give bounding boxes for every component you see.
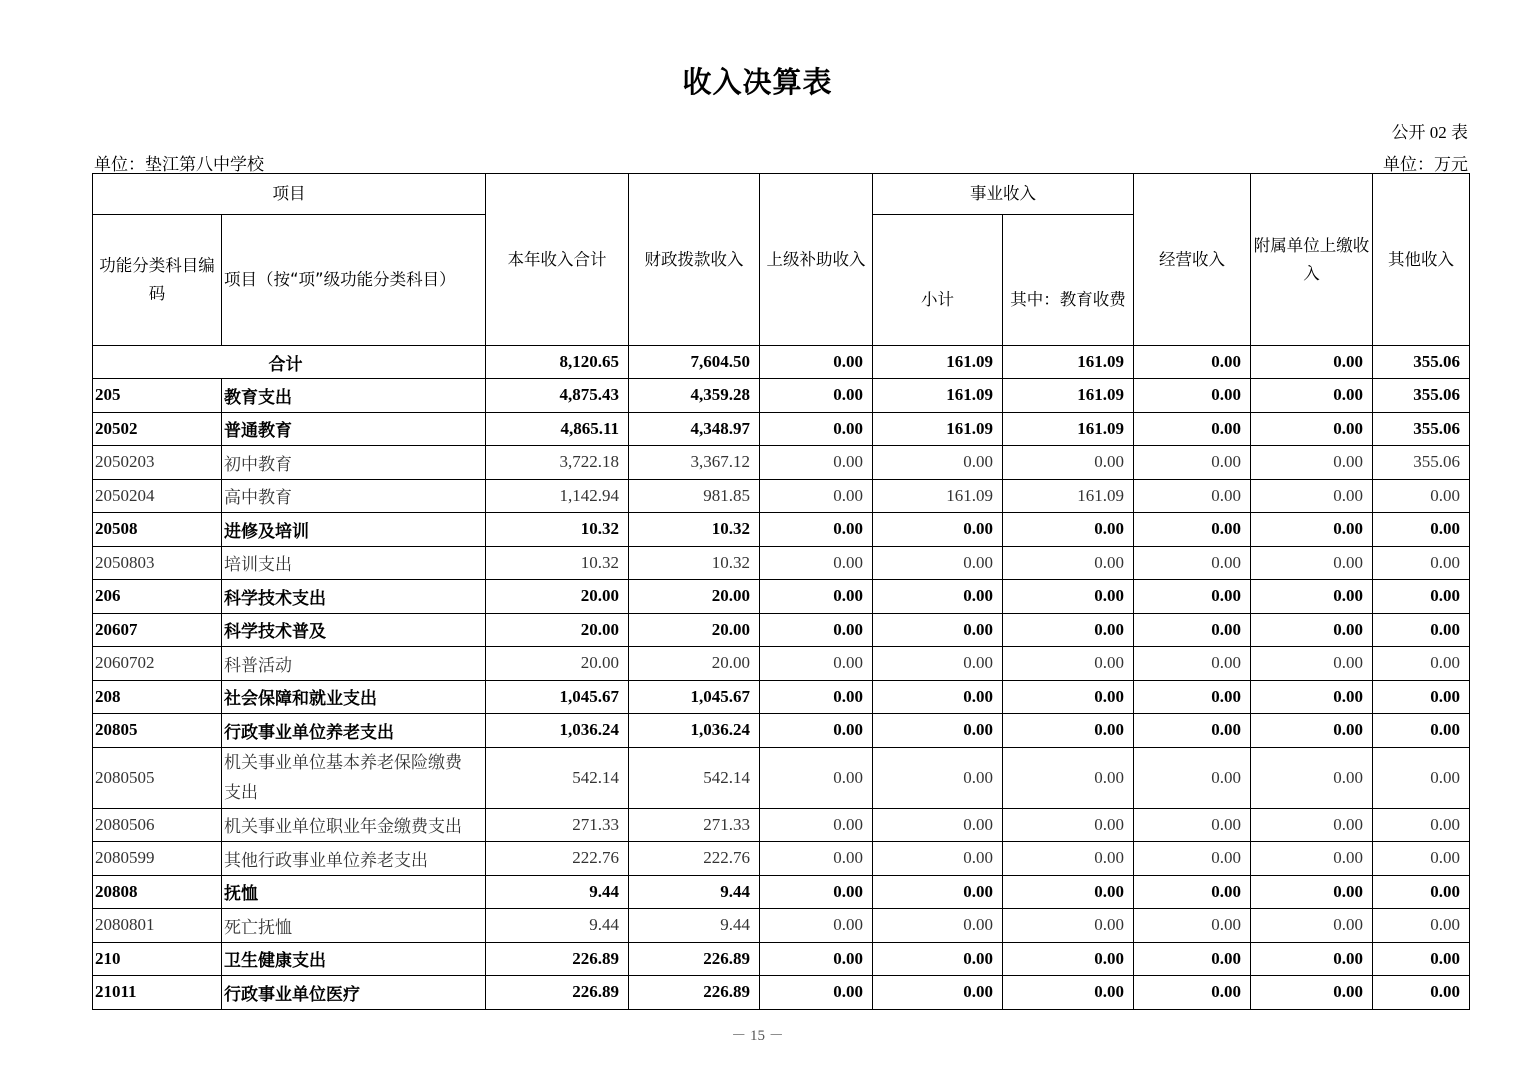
header-fiscal: 财政拨款收入 (629, 174, 760, 346)
row-value: 0.00 (760, 909, 873, 943)
row-code: 205 (93, 379, 222, 413)
row-value: 20.00 (486, 647, 629, 681)
row-value: 0.00 (760, 976, 873, 1010)
row-value: 0.00 (1251, 546, 1373, 580)
row-value: 542.14 (629, 747, 760, 808)
row-value: 0.00 (760, 942, 873, 976)
row-name: 科学技术普及 (222, 613, 486, 647)
row-value: 9.44 (629, 909, 760, 943)
header-code: 功能分类科目编码 (93, 215, 222, 346)
row-value: 0.00 (1373, 942, 1470, 976)
row-value: 222.76 (629, 842, 760, 876)
total-row (93, 346, 1470, 379)
header-edu-fee: 其中：教育收费 (1003, 215, 1134, 346)
row-value: 1,045.67 (486, 680, 629, 714)
row-value: 0.00 (1134, 446, 1251, 480)
row-code: 21011 (93, 976, 222, 1010)
row-name: 普通教育 (222, 412, 486, 446)
row-code: 2050203 (93, 446, 222, 480)
row-code: 2080599 (93, 842, 222, 876)
row-name: 初中教育 (222, 446, 486, 480)
row-value: 0.00 (1134, 647, 1251, 681)
row-name: 行政事业单位养老支出 (222, 714, 486, 748)
header-operating: 经营收入 (1134, 174, 1251, 346)
row-value: 355.06 (1373, 446, 1470, 480)
row-value: 0.00 (1003, 842, 1134, 876)
page-number: － 15 － (731, 1028, 784, 1044)
table-row (93, 379, 1470, 413)
row-name: 机关事业单位职业年金缴费支出 (222, 808, 486, 842)
row-value: 0.00 (1251, 808, 1373, 842)
row-value: 0.00 (1003, 647, 1134, 681)
row-value: 0.00 (1134, 842, 1251, 876)
row-value: 0.00 (1134, 680, 1251, 714)
row-value: 10.32 (629, 513, 760, 547)
row-value: 161.09 (1003, 479, 1134, 513)
total-value: 161.09 (1003, 346, 1134, 379)
header-career-group: 事业收入 (873, 174, 1134, 215)
row-value: 0.00 (1134, 613, 1251, 647)
total-value: 8,120.65 (486, 346, 629, 379)
row-value: 161.09 (1003, 412, 1134, 446)
table-row (93, 747, 1470, 808)
row-code: 2080801 (93, 909, 222, 943)
row-value: 0.00 (760, 613, 873, 647)
row-value: 1,036.24 (486, 714, 629, 748)
row-value: 0.00 (1251, 747, 1373, 808)
row-name: 进修及培训 (222, 513, 486, 547)
total-value: 355.06 (1373, 346, 1470, 379)
row-value: 226.89 (486, 942, 629, 976)
row-value: 0.00 (1373, 976, 1470, 1010)
row-name: 机关事业单位基本养老保险缴费支出 (222, 747, 486, 808)
table-row (93, 580, 1470, 614)
row-value: 1,045.67 (629, 680, 760, 714)
unit-currency: 单位：万元 (1383, 155, 1468, 174)
row-value: 4,359.28 (629, 379, 760, 413)
total-value: 0.00 (1251, 346, 1373, 379)
row-name: 教育支出 (222, 379, 486, 413)
row-value: 161.09 (1003, 379, 1134, 413)
row-name: 社会保障和就业支出 (222, 680, 486, 714)
row-value: 0.00 (1373, 909, 1470, 943)
row-value: 0.00 (873, 942, 1003, 976)
row-value: 0.00 (1251, 842, 1373, 876)
row-name: 科普活动 (222, 647, 486, 681)
row-value: 0.00 (1003, 613, 1134, 647)
row-value: 0.00 (1373, 647, 1470, 681)
row-value: 0.00 (1251, 412, 1373, 446)
row-code: 2050803 (93, 546, 222, 580)
row-value: 0.00 (1373, 747, 1470, 808)
row-code: 20508 (93, 513, 222, 547)
header-total: 本年收入合计 (486, 174, 629, 346)
row-value: 20.00 (486, 580, 629, 614)
row-value: 981.85 (629, 479, 760, 513)
row-value: 0.00 (760, 446, 873, 480)
row-value: 10.32 (486, 546, 629, 580)
row-value: 0.00 (1134, 412, 1251, 446)
header-project-group: 项目 (93, 174, 486, 215)
row-value: 4,865.11 (486, 412, 629, 446)
row-value: 0.00 (1134, 976, 1251, 1010)
row-value: 161.09 (873, 379, 1003, 413)
row-name: 抚恤 (222, 875, 486, 909)
row-value: 0.00 (760, 875, 873, 909)
row-value: 0.00 (1251, 513, 1373, 547)
row-value: 355.06 (1373, 379, 1470, 413)
row-value: 161.09 (873, 412, 1003, 446)
row-value: 20.00 (486, 613, 629, 647)
row-value: 0.00 (1003, 976, 1134, 1010)
row-value: 542.14 (486, 747, 629, 808)
row-value: 0.00 (1003, 446, 1134, 480)
row-value: 20.00 (629, 613, 760, 647)
table-row (93, 942, 1470, 976)
table-row (93, 808, 1470, 842)
header-subtotal: 小计 (873, 215, 1003, 346)
row-value: 0.00 (1134, 875, 1251, 909)
document-title: 收入决算表 (682, 65, 833, 99)
row-value: 0.00 (1134, 379, 1251, 413)
row-value: 0.00 (760, 747, 873, 808)
total-value: 7,604.50 (629, 346, 760, 379)
row-value: 0.00 (1003, 546, 1134, 580)
row-value: 0.00 (1003, 714, 1134, 748)
row-value: 3,367.12 (629, 446, 760, 480)
row-name: 培训支出 (222, 546, 486, 580)
table-row (93, 479, 1470, 513)
row-value: 9.44 (486, 875, 629, 909)
row-code: 2080506 (93, 808, 222, 842)
row-value: 0.00 (1003, 747, 1134, 808)
total-label: 合计 (93, 346, 486, 379)
row-value: 0.00 (873, 747, 1003, 808)
row-value: 0.00 (1373, 714, 1470, 748)
header-other: 其他收入 (1373, 174, 1470, 346)
row-value: 0.00 (873, 842, 1003, 876)
row-value: 0.00 (1373, 680, 1470, 714)
header-name: 项目（按“项”级功能分类科目） (222, 215, 486, 346)
row-value: 0.00 (1251, 909, 1373, 943)
row-value: 271.33 (629, 808, 760, 842)
row-value: 9.44 (486, 909, 629, 943)
row-value: 0.00 (760, 412, 873, 446)
row-code: 208 (93, 680, 222, 714)
row-value: 0.00 (1251, 875, 1373, 909)
row-value: 0.00 (873, 446, 1003, 480)
row-value: 0.00 (1134, 479, 1251, 513)
row-value: 0.00 (1003, 909, 1134, 943)
row-value: 226.89 (629, 976, 760, 1010)
row-name: 死亡抚恤 (222, 909, 486, 943)
row-value: 0.00 (1373, 580, 1470, 614)
row-value: 0.00 (1251, 580, 1373, 614)
row-value: 0.00 (760, 842, 873, 876)
row-code: 2060702 (93, 647, 222, 681)
row-value: 0.00 (873, 875, 1003, 909)
row-name: 卫生健康支出 (222, 942, 486, 976)
row-name: 高中教育 (222, 479, 486, 513)
row-value: 0.00 (1373, 842, 1470, 876)
row-value: 9.44 (629, 875, 760, 909)
row-value: 0.00 (760, 580, 873, 614)
row-value: 0.00 (760, 546, 873, 580)
row-value: 0.00 (760, 479, 873, 513)
row-value: 0.00 (1134, 808, 1251, 842)
total-value: 161.09 (873, 346, 1003, 379)
row-value: 4,348.97 (629, 412, 760, 446)
row-code: 20805 (93, 714, 222, 748)
row-value: 0.00 (1134, 909, 1251, 943)
row-value: 222.76 (486, 842, 629, 876)
row-value: 0.00 (873, 513, 1003, 547)
row-value: 0.00 (1251, 613, 1373, 647)
row-code: 20607 (93, 613, 222, 647)
table-row (93, 976, 1470, 1010)
row-value: 0.00 (1003, 808, 1134, 842)
table-row (93, 412, 1470, 446)
table-row (93, 647, 1470, 681)
row-value: 0.00 (873, 808, 1003, 842)
table-row (93, 909, 1470, 943)
row-value: 0.00 (1251, 379, 1373, 413)
row-value: 0.00 (1134, 942, 1251, 976)
table-row (93, 446, 1470, 480)
row-code: 206 (93, 580, 222, 614)
row-value: 161.09 (873, 479, 1003, 513)
row-value: 0.00 (1003, 875, 1134, 909)
row-value: 0.00 (1134, 747, 1251, 808)
row-value: 20.00 (629, 647, 760, 681)
row-value: 10.32 (629, 546, 760, 580)
table-row (93, 680, 1470, 714)
row-value: 0.00 (1373, 808, 1470, 842)
row-value: 0.00 (873, 580, 1003, 614)
row-value: 0.00 (873, 909, 1003, 943)
row-value: 0.00 (1134, 580, 1251, 614)
row-value: 226.89 (486, 976, 629, 1010)
row-value: 20.00 (629, 580, 760, 614)
row-value: 0.00 (1251, 479, 1373, 513)
table-row (93, 875, 1470, 909)
row-code: 2050204 (93, 479, 222, 513)
row-value: 0.00 (760, 714, 873, 748)
row-value: 0.00 (1373, 875, 1470, 909)
row-value: 0.00 (1373, 546, 1470, 580)
unit-organization: 单位：垫江第八中学校 (94, 155, 264, 174)
row-value: 0.00 (1134, 714, 1251, 748)
row-value: 0.00 (873, 546, 1003, 580)
row-name: 科学技术支出 (222, 580, 486, 614)
header-affiliated: 附属单位上缴收入 (1251, 174, 1373, 346)
row-value: 0.00 (1251, 647, 1373, 681)
row-value: 0.00 (1373, 479, 1470, 513)
table-row (93, 842, 1470, 876)
row-value: 0.00 (873, 976, 1003, 1010)
row-value: 0.00 (1003, 680, 1134, 714)
row-value: 0.00 (1003, 942, 1134, 976)
row-value: 355.06 (1373, 412, 1470, 446)
row-name: 行政事业单位医疗 (222, 976, 486, 1010)
row-value: 10.32 (486, 513, 629, 547)
row-value: 0.00 (760, 513, 873, 547)
row-value: 0.00 (873, 647, 1003, 681)
row-value: 0.00 (873, 680, 1003, 714)
row-value: 0.00 (760, 808, 873, 842)
row-code: 20502 (93, 412, 222, 446)
row-value: 0.00 (1134, 513, 1251, 547)
table-row (93, 613, 1470, 647)
row-value: 0.00 (1373, 613, 1470, 647)
row-value: 271.33 (486, 808, 629, 842)
row-value: 0.00 (760, 680, 873, 714)
table-row (93, 714, 1470, 748)
row-value: 4,875.43 (486, 379, 629, 413)
row-code: 2080505 (93, 747, 222, 808)
row-value: 0.00 (1251, 942, 1373, 976)
row-value: 0.00 (1251, 680, 1373, 714)
row-value: 0.00 (1251, 446, 1373, 480)
row-value: 1,142.94 (486, 479, 629, 513)
row-code: 210 (93, 942, 222, 976)
row-code: 20808 (93, 875, 222, 909)
row-value: 226.89 (629, 942, 760, 976)
row-value: 0.00 (1251, 976, 1373, 1010)
income-table (92, 173, 1470, 1010)
row-name: 其他行政事业单位养老支出 (222, 842, 486, 876)
row-value: 3,722.18 (486, 446, 629, 480)
row-value: 0.00 (760, 647, 873, 681)
row-value: 0.00 (1134, 546, 1251, 580)
row-value: 0.00 (760, 379, 873, 413)
form-number: 公开 02 表 (1391, 123, 1468, 142)
row-value: 1,036.24 (629, 714, 760, 748)
table-row (93, 546, 1470, 580)
row-value: 0.00 (1003, 513, 1134, 547)
row-value: 0.00 (873, 714, 1003, 748)
total-value: 0.00 (760, 346, 873, 379)
row-value: 0.00 (873, 613, 1003, 647)
header-superior: 上级补助收入 (760, 174, 873, 346)
row-value: 0.00 (1003, 580, 1134, 614)
table-row (93, 513, 1470, 547)
total-value: 0.00 (1134, 346, 1251, 379)
row-value: 0.00 (1251, 714, 1373, 748)
row-value: 0.00 (1373, 513, 1470, 547)
